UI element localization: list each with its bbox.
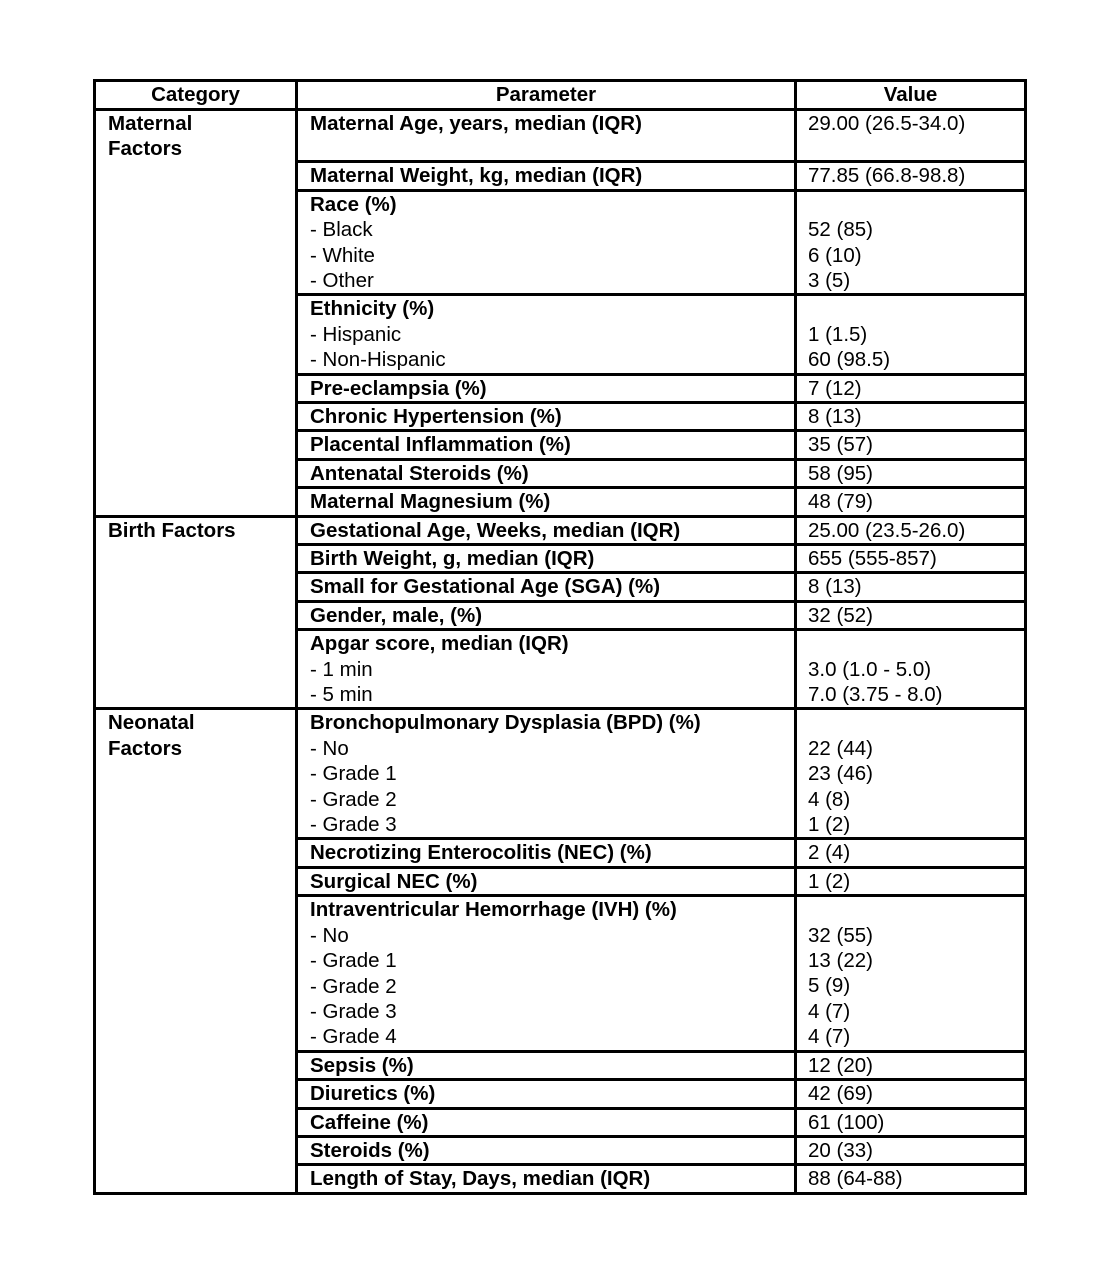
parameter-sublabel: - Black <box>310 218 373 242</box>
value-cell <box>796 709 1026 839</box>
value-subitem: 4 (8) <box>808 787 851 811</box>
value-text: 8 (13) <box>808 404 862 428</box>
value-text: 7 (12) <box>808 376 862 400</box>
value-subitem: 7.0 (3.75 - 8.0) <box>808 683 943 707</box>
parameter-cell <box>297 896 796 1051</box>
parameter-sublabel: - Hispanic <box>310 322 402 346</box>
category-cell-continued <box>95 545 297 573</box>
table-row <box>95 516 1026 544</box>
parameter-label: Sepsis (%) <box>310 1053 414 1077</box>
category-cell-continued <box>95 573 297 601</box>
parameter-label: Length of Stay, Days, median (IQR) <box>310 1167 651 1191</box>
category-cell-continued <box>95 1080 297 1108</box>
value-subitem: 1 (1.5) <box>808 322 868 346</box>
category-cell-continued <box>95 839 297 867</box>
parameter-sublabel: - White <box>310 243 375 267</box>
value-cell <box>796 1165 1026 1193</box>
category-cell-continued <box>95 295 297 374</box>
table-row <box>95 1051 1026 1079</box>
value-cell <box>796 431 1026 459</box>
value-subitem: 4 (7) <box>808 1025 851 1049</box>
category-cell-continued <box>95 867 297 895</box>
parameter-label: Birth Weight, g, median (IQR) <box>310 547 595 570</box>
category-label: Factors <box>108 736 183 760</box>
value-text: 20 (33) <box>808 1138 873 1162</box>
table-row <box>95 839 1026 867</box>
parameter-label: Intraventricular Hemorrhage (IVH) (%) <box>310 898 677 922</box>
table-row <box>95 295 1026 374</box>
parameter-cell <box>297 601 796 629</box>
parameter-cell <box>297 110 796 162</box>
value-text: 35 (57) <box>808 433 873 457</box>
parameter-label: Small for Gestational Age (SGA) (%) <box>310 575 661 599</box>
category-label: Birth Factors <box>108 518 236 542</box>
value-text: 61 (100) <box>808 1110 885 1134</box>
parameter-sublabel: - Grade 4 <box>310 1025 397 1049</box>
value-text: 42 (69) <box>808 1082 873 1106</box>
parameter-cell <box>297 1108 796 1136</box>
parameter-label: Gender, male, (%) <box>310 603 483 627</box>
parameter-sublabel: - Grade 2 <box>310 974 397 998</box>
parameter-cell <box>297 374 796 402</box>
table-row <box>95 867 1026 895</box>
value-cell <box>796 488 1026 516</box>
parameter-cell <box>297 516 796 544</box>
value-spacer <box>808 631 1024 656</box>
table-body <box>95 110 1026 1194</box>
value-cell <box>796 162 1026 190</box>
parameter-sublabel: - Grade 3 <box>310 813 397 837</box>
value-cell <box>796 867 1026 895</box>
table-row <box>95 431 1026 459</box>
value-subitem: 32 (55) <box>808 923 873 947</box>
parameter-sublabel: - Grade 2 <box>310 787 397 811</box>
category-cell <box>95 516 297 544</box>
parameter-cell <box>297 488 796 516</box>
value-spacer <box>808 296 1024 321</box>
table-row <box>95 573 1026 601</box>
parameter-cell <box>297 630 796 709</box>
category-cell-continued <box>95 162 297 190</box>
value-spacer <box>808 710 1024 735</box>
category-cell-continued <box>95 630 297 709</box>
category-label: Maternal <box>108 112 193 135</box>
category-cell-continued <box>95 1136 297 1164</box>
parameter-sublabel: - Non-Hispanic <box>310 348 446 372</box>
value-text: 58 (95) <box>808 461 873 485</box>
value-subitem: 4 (7) <box>808 999 851 1023</box>
parameter-cell <box>297 190 796 295</box>
value-subitem: 1 (2) <box>808 813 851 837</box>
category-cell-continued <box>95 1165 297 1193</box>
parameter-sublabel: - No <box>310 736 349 760</box>
table-row <box>95 110 1026 162</box>
parameter-cell <box>297 402 796 430</box>
value-cell <box>796 1108 1026 1136</box>
parameter-cell <box>297 295 796 374</box>
value-cell <box>796 601 1026 629</box>
category-cell-continued <box>95 374 297 402</box>
parameter-label: Pre-eclampsia (%) <box>310 376 487 400</box>
table-row <box>95 1080 1026 1108</box>
value-text: 48 (79) <box>808 490 873 514</box>
table-row <box>95 402 1026 430</box>
value-subitem: 3 (5) <box>808 268 851 292</box>
value-text: 77.85 (66.8-98.8) <box>808 164 966 188</box>
category-cell-continued <box>95 601 297 629</box>
category-label: Factors <box>108 137 183 161</box>
parameter-label: Surgical NEC (%) <box>310 869 478 893</box>
category-cell-continued <box>95 896 297 1051</box>
value-text: 2 (4) <box>808 841 851 865</box>
category-cell-continued <box>95 1051 297 1079</box>
parameter-label: Placental Inflammation (%) <box>310 433 571 457</box>
table-row <box>95 162 1026 190</box>
parameter-label: Race (%) <box>310 192 397 216</box>
parameter-label: Steroids (%) <box>310 1138 430 1162</box>
value-cell <box>796 1051 1026 1079</box>
value-subitem: 23 (46) <box>808 762 873 786</box>
header-value: Value <box>796 81 1026 110</box>
parameter-cell <box>297 1051 796 1079</box>
value-cell <box>796 1136 1026 1164</box>
value-cell <box>796 630 1026 709</box>
table-row <box>95 488 1026 516</box>
parameter-label: Gestational Age, Weeks, median (IQR) <box>310 518 681 542</box>
parameter-sublabel: - Grade 1 <box>310 949 397 973</box>
parameter-sublabel: - Other <box>310 268 374 292</box>
parameter-label: Antenatal Steroids (%) <box>310 461 529 485</box>
parameter-label: Maternal Magnesium (%) <box>310 490 551 514</box>
table-row <box>95 374 1026 402</box>
table-row <box>95 545 1026 573</box>
parameter-cell <box>297 1165 796 1193</box>
value-spacer <box>808 192 1024 217</box>
parameter-label: Maternal Weight, kg, median (IQR) <box>310 164 643 188</box>
table-row <box>95 1108 1026 1136</box>
value-subitem: 13 (22) <box>808 949 873 973</box>
value-subitem: 6 (10) <box>808 243 862 267</box>
parameter-cell <box>297 573 796 601</box>
value-text: 25.00 (23.5-26.0) <box>808 518 966 542</box>
value-cell <box>796 402 1026 430</box>
category-cell <box>95 709 297 839</box>
category-cell-continued <box>95 190 297 295</box>
category-cell-continued <box>95 488 297 516</box>
parameter-cell <box>297 545 796 573</box>
value-text: 32 (52) <box>808 603 873 627</box>
parameter-sublabel: - No <box>310 923 349 947</box>
parameter-label: Ethnicity (%) <box>310 297 435 321</box>
parameter-sublabel: - Grade 1 <box>310 762 397 786</box>
value-subitem: 3.0 (1.0 - 5.0) <box>808 657 932 681</box>
parameter-cell <box>297 459 796 487</box>
category-cell-continued <box>95 402 297 430</box>
table-row <box>95 459 1026 487</box>
parameter-sublabel: - Grade 3 <box>310 999 397 1023</box>
header-parameter: Parameter <box>297 81 796 110</box>
value-cell <box>796 516 1026 544</box>
category-label: Neonatal <box>108 711 195 735</box>
table-header-row <box>95 81 1026 110</box>
table-row <box>95 896 1026 1051</box>
table-row <box>95 601 1026 629</box>
table-row <box>95 709 1026 839</box>
parameter-sublabel: - 5 min <box>310 683 373 707</box>
value-cell <box>796 545 1026 573</box>
value-spacer <box>808 897 1024 922</box>
patient-characteristics-table <box>93 79 1027 1195</box>
value-cell <box>796 295 1026 374</box>
header-category: Category <box>95 81 297 110</box>
value-cell <box>796 374 1026 402</box>
value-text: 655 (555-857) <box>808 547 937 570</box>
table-row <box>95 630 1026 709</box>
value-cell <box>796 573 1026 601</box>
value-subitem: 52 (85) <box>808 218 873 242</box>
value-text: 29.00 (26.5-34.0) <box>808 112 966 135</box>
category-cell-continued <box>95 459 297 487</box>
table-row <box>95 1136 1026 1164</box>
value-cell <box>796 896 1026 1051</box>
parameter-sublabel: - 1 min <box>310 657 373 681</box>
parameter-label: Diuretics (%) <box>310 1082 436 1106</box>
parameter-cell <box>297 1080 796 1108</box>
value-cell <box>796 1080 1026 1108</box>
parameter-cell <box>297 709 796 839</box>
value-text: 12 (20) <box>808 1053 873 1077</box>
parameter-label: Necrotizing Enterocolitis (NEC) (%) <box>310 841 652 865</box>
parameter-label: Bronchopulmonary Dysplasia (BPD) (%) <box>310 711 701 735</box>
parameter-cell <box>297 867 796 895</box>
value-text: 1 (2) <box>808 869 851 893</box>
parameter-label: Apgar score, median (IQR) <box>310 632 569 656</box>
parameter-cell <box>297 1136 796 1164</box>
parameter-cell <box>297 162 796 190</box>
parameter-cell <box>297 431 796 459</box>
value-text: 88 (64-88) <box>808 1167 903 1191</box>
parameter-label: Maternal Age, years, median (IQR) <box>310 112 642 135</box>
parameter-label: Chronic Hypertension (%) <box>310 404 562 428</box>
value-cell <box>796 839 1026 867</box>
category-cell-continued <box>95 431 297 459</box>
value-cell <box>796 190 1026 295</box>
value-subitem: 22 (44) <box>808 736 873 760</box>
value-cell <box>796 459 1026 487</box>
category-cell-continued <box>95 1108 297 1136</box>
table-row <box>95 190 1026 295</box>
value-cell <box>796 110 1026 162</box>
parameter-cell <box>297 839 796 867</box>
category-cell <box>95 110 297 162</box>
value-subitem: 5 (9) <box>808 974 851 998</box>
value-subitem: 60 (98.5) <box>808 348 891 372</box>
value-text: 8 (13) <box>808 575 862 599</box>
parameter-label: Caffeine (%) <box>310 1110 429 1134</box>
table-row <box>95 1165 1026 1193</box>
